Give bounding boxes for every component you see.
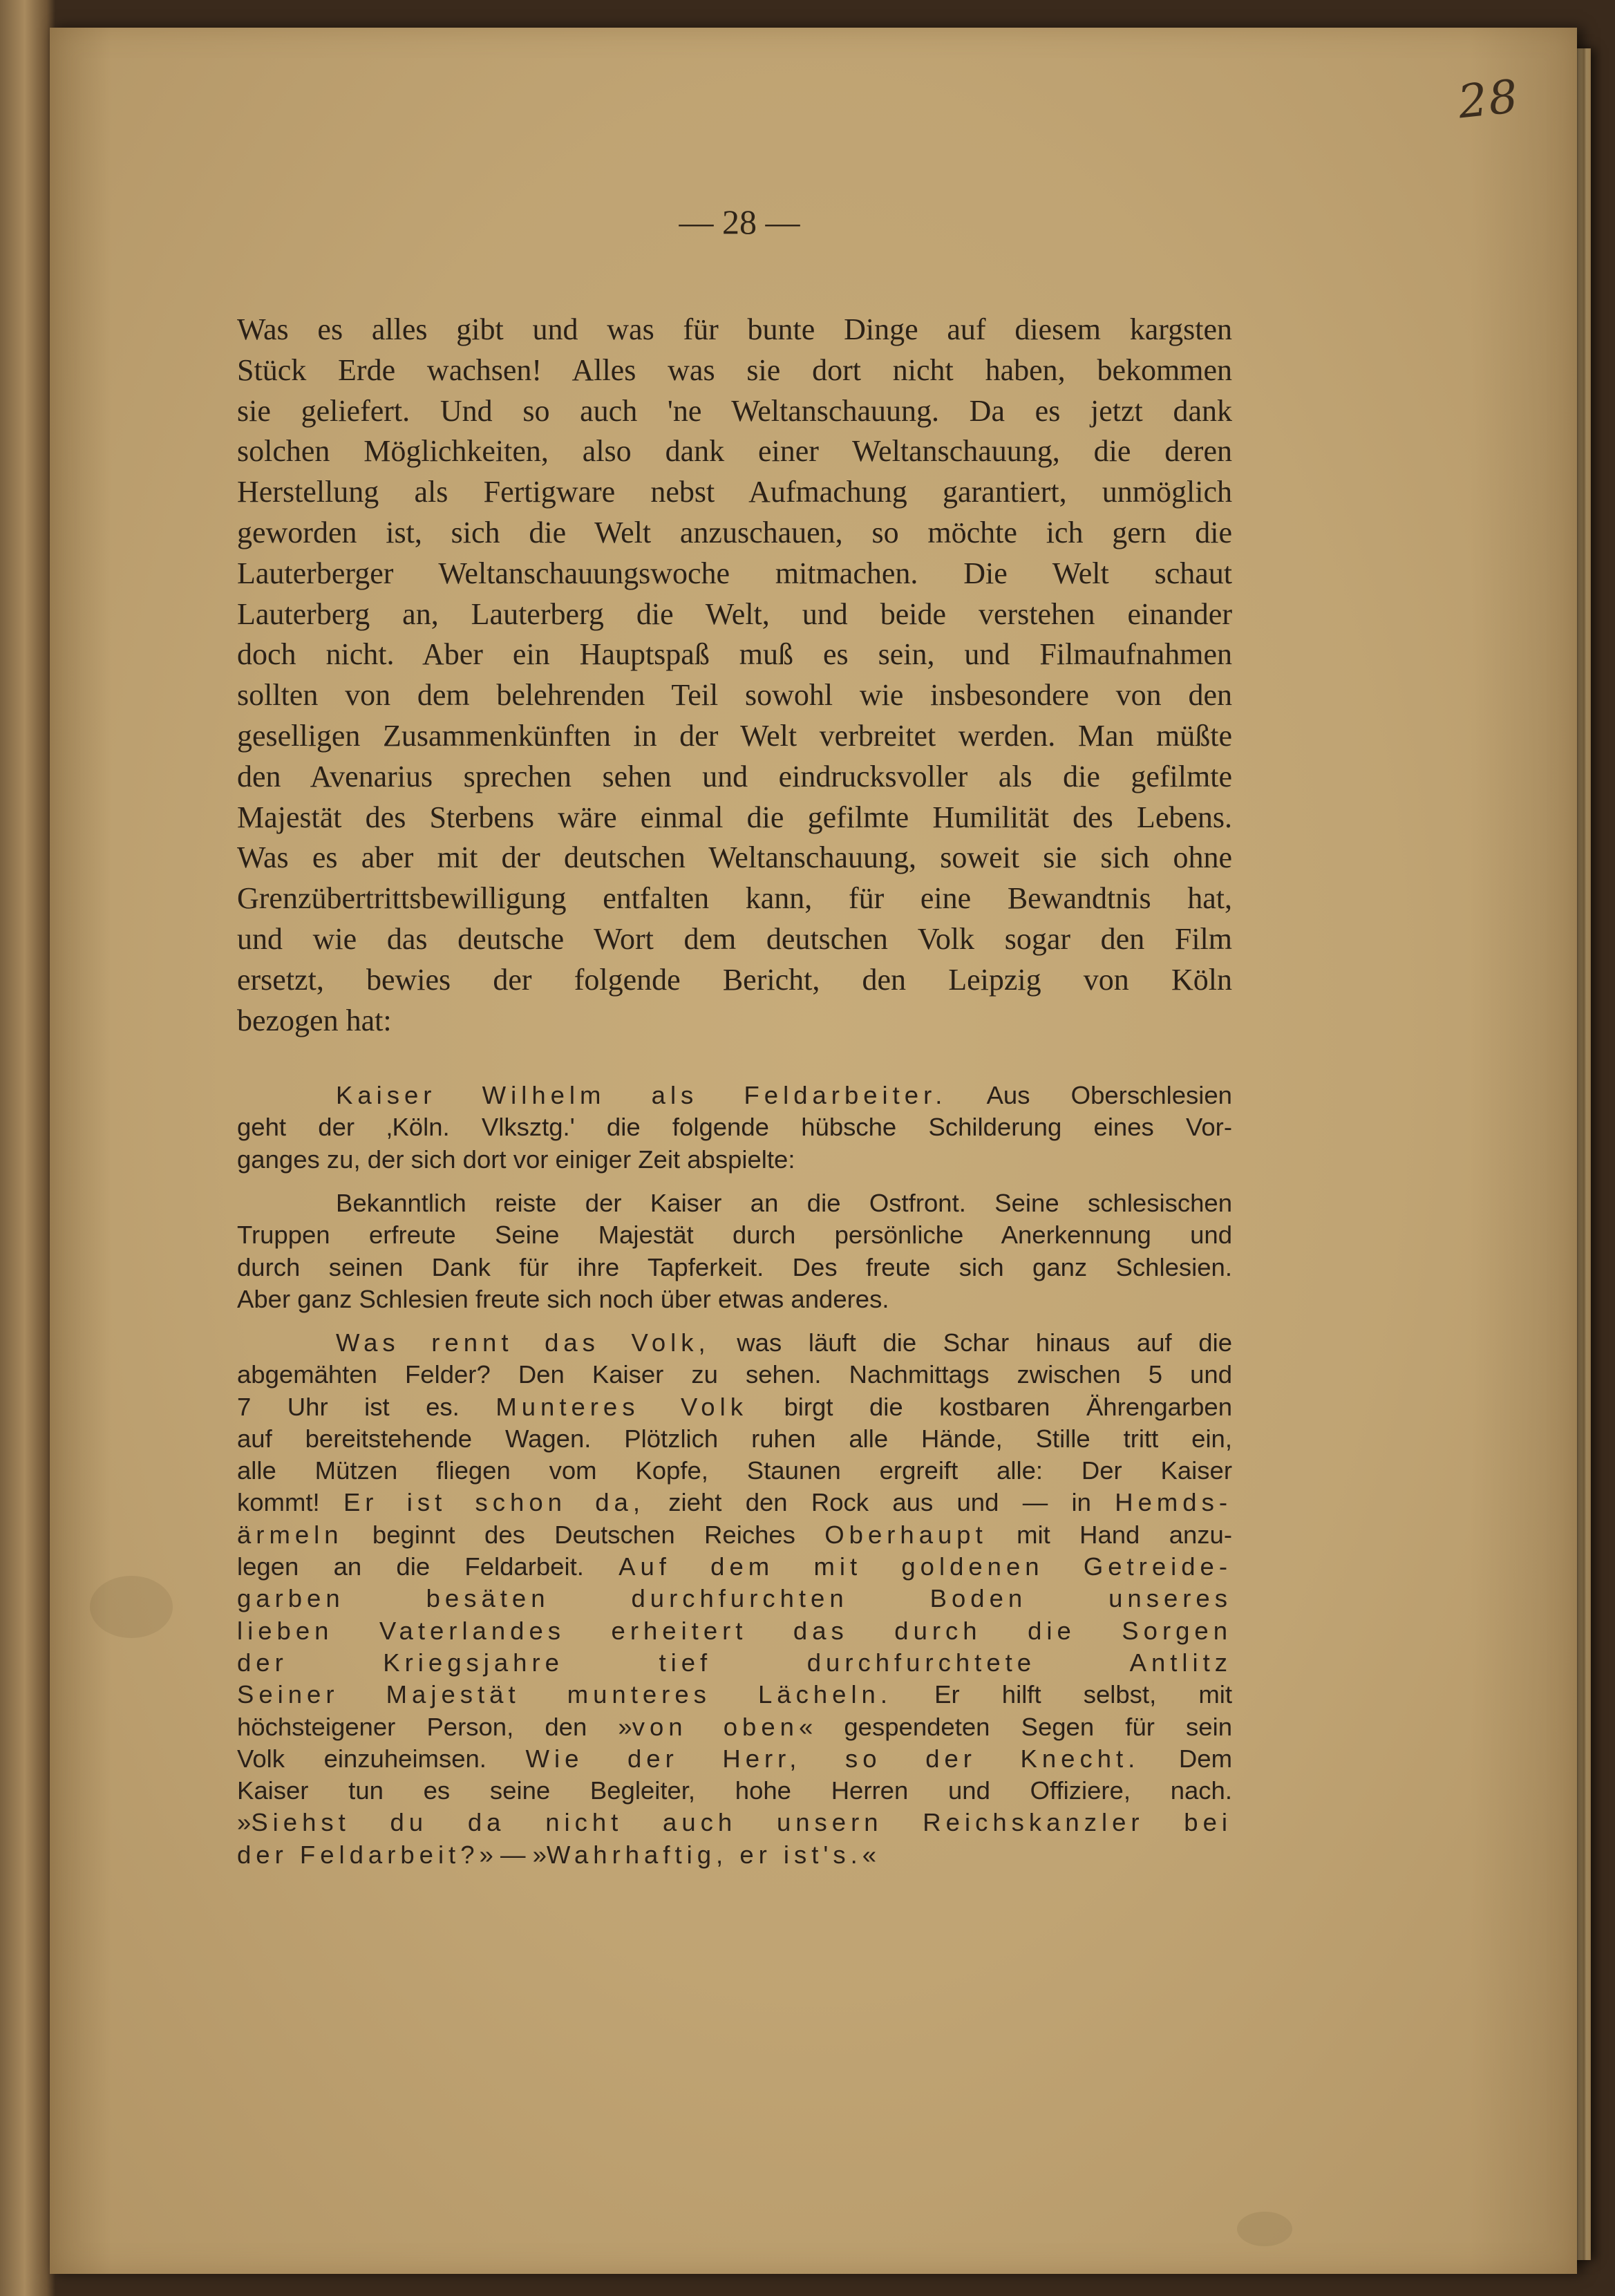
text-line: solchen Möglichkeiten, also dank einer Weltanschauung, die deren bbox=[237, 434, 1232, 469]
quote-line bbox=[237, 1743, 1232, 1775]
quote-line bbox=[237, 1487, 1232, 1518]
spaced-emphasis-text: Auf dem mit goldenen Getreide- bbox=[618, 1552, 1232, 1581]
quote-line bbox=[237, 1807, 1232, 1838]
spaced-emphasis-text: ärmeln bbox=[237, 1520, 343, 1549]
text-line: bezogen hat: bbox=[237, 1003, 392, 1037]
quote-line-text: zieht den Rock aus und — in bbox=[645, 1488, 1115, 1517]
quote-line bbox=[237, 1839, 1232, 1871]
quote-line bbox=[237, 1615, 1232, 1647]
quote-title: Kaiser Wilhelm als Feldarbeiter. bbox=[336, 1081, 947, 1109]
spaced-emphasis-text: Oberhaupt bbox=[824, 1520, 988, 1549]
quote-line-text: auf bereitstehende Wagen. Plötzlich ruhen alle Hände, Stille tritt ein, bbox=[237, 1424, 1232, 1453]
quote-line-text: kommt! bbox=[237, 1488, 343, 1517]
text-line: Was es alles gibt und was für bunte Dinge auf diesem kargsten bbox=[237, 312, 1232, 346]
quote-line-text: » — » bbox=[479, 1840, 547, 1869]
quote-line-text: alle Mützen fliegen vom Kopfe, Staunen ergreift alle: Der Kaiser bbox=[237, 1456, 1232, 1485]
quote-line-text: beginnt des Deutschen Reiches bbox=[343, 1520, 825, 1549]
spaced-emphasis-text: Hemds- bbox=[1115, 1488, 1232, 1517]
text-line: Lauterberg an, Lauterberg die Welt, und beide verstehen einander bbox=[237, 596, 1232, 631]
text-line: geworden ist, sich die Welt anzuschauen, so möchte ich gern die bbox=[237, 515, 1232, 549]
quote-line bbox=[237, 1647, 1232, 1679]
quote-line: Bekanntlich reiste der Kaiser an die Ostfront. Seine schlesischen bbox=[336, 1189, 1232, 1217]
quote-line: ganges zu, der sich dort vor einiger Zeit abspielte: bbox=[237, 1145, 795, 1174]
quote-paragraph-3 bbox=[237, 1327, 1232, 1871]
paper-stain bbox=[1237, 2212, 1292, 2246]
handwritten-folio-number: 28 bbox=[1455, 69, 1522, 129]
quote-line bbox=[237, 1455, 1232, 1487]
text-line: Lauterberger Weltanschauungswoche mitmachen. Die Welt schaut bbox=[237, 556, 1232, 590]
spaced-emphasis-text: lieben Vaterlandes erheitert das durch die Sorgen bbox=[237, 1616, 1232, 1645]
text-line: doch nicht. Aber ein Hauptspaß muß es sein, und Filmaufnahmen bbox=[237, 637, 1232, 672]
quote-intro-paragraph bbox=[237, 1080, 1232, 1176]
facing-page-edge bbox=[0, 0, 55, 2296]
quote-line-text: legen an die Feldarbeit. bbox=[237, 1552, 619, 1581]
quote-line: Aber ganz Schlesien freute sich noch über etwas anderes. bbox=[237, 1284, 889, 1313]
spaced-emphasis-text: der Kriegsjahre tief durchfurchtete Antlitz bbox=[237, 1648, 1232, 1677]
text-line: ersetzt, bewies der folgende Bericht, den Leipzig von Köln bbox=[237, 962, 1232, 997]
quote-line bbox=[237, 1423, 1232, 1455]
quote-line-text: höchsteigener Person, den » bbox=[237, 1712, 632, 1741]
quote-line bbox=[237, 1359, 1232, 1391]
quote-line-text: abgemähten Felder? Den Kaiser zu sehen. Nachmittags zwischen 5 und bbox=[237, 1360, 1232, 1389]
spaced-emphasis-text: Seiner Majestät munteres Lächeln. bbox=[237, 1680, 893, 1709]
quote-line-text: was läuft die Schar hinaus auf die bbox=[710, 1328, 1232, 1357]
quote-line: durch seinen Dank für ihre Tapferkeit. Des freute sich ganz Schlesien. bbox=[237, 1252, 1232, 1281]
spaced-emphasis-text: der Feldarbeit? bbox=[237, 1840, 480, 1869]
quote-line-text: Volk einzuheimsen. bbox=[237, 1744, 526, 1773]
quote-line bbox=[237, 1327, 1232, 1359]
text-line: den Avenarius sprechen sehen und eindrucksvoller als die gefilmte bbox=[237, 759, 1232, 793]
quote-line-text: Kaiser tun es seine Begleiter, hohe Herren und Offiziere, nach. bbox=[237, 1776, 1232, 1805]
quote-line-text: « gespendeten Segen für sein bbox=[798, 1712, 1232, 1741]
text-line: und wie das deutsche Wort dem deutschen Volk sogar den Film bbox=[237, 921, 1232, 956]
quote-line-text: Dem bbox=[1140, 1744, 1232, 1773]
text-line: sie geliefert. Und so auch 'ne Weltanschauung. Da es jetzt dank bbox=[237, 393, 1232, 428]
spaced-emphasis-text: Wahrhaftig, er ist's. bbox=[546, 1840, 862, 1869]
text-line: Stück Erde wachsen! Alles was sie dort nicht haben, bekommen bbox=[237, 352, 1232, 387]
spaced-emphasis-text: Siehst du da nicht auch unsern Reichskanzler bei bbox=[251, 1808, 1232, 1837]
quote-line bbox=[237, 1519, 1232, 1551]
text-line: sollten von dem belehrenden Teil sowohl wie insbesondere von den bbox=[237, 678, 1232, 713]
spaced-emphasis-text: Munteres Volk bbox=[495, 1392, 748, 1421]
quote-line bbox=[237, 1775, 1232, 1807]
spaced-emphasis-text: Wie der Herr, so der Knecht. bbox=[525, 1744, 1140, 1773]
quote-line-text: mit Hand anzu- bbox=[987, 1520, 1232, 1549]
quote-line: Truppen erfreute Seine Majestät durch persönliche Anerkennung und bbox=[237, 1221, 1232, 1250]
spaced-emphasis-text: von oben bbox=[632, 1712, 799, 1741]
quote-line bbox=[237, 1391, 1232, 1423]
quote-line: geht der ‚Köln. Vlksztg.' die folgende hübsche Schilderung eines Vor- bbox=[237, 1113, 1232, 1142]
text-line: Grenzübertrittsbewilligung entfalten kann, für eine Bewandtnis hat, bbox=[237, 881, 1232, 916]
spaced-emphasis-text: Was rennt das Volk, bbox=[336, 1328, 710, 1357]
quote-line-text: « bbox=[862, 1840, 877, 1869]
quote-line bbox=[237, 1080, 1232, 1111]
page-number: — 28 — bbox=[679, 203, 800, 241]
paper-stain bbox=[90, 1576, 173, 1638]
spaced-emphasis-text: garben besäten durchfurchten Boden unseres bbox=[237, 1584, 1232, 1613]
quote-line-text: » bbox=[237, 1808, 252, 1837]
text-line: geselligen Zusammenkünften in der Welt verbreitet werden. Man müßte bbox=[237, 718, 1232, 753]
text-line: Herstellung als Fertigware nebst Aufmachung garantiert, unmöglich bbox=[237, 475, 1232, 509]
quote-line bbox=[237, 1551, 1232, 1583]
quote-line-text: Aus Oberschlesien bbox=[947, 1081, 1232, 1109]
text-line: Was es aber mit der deutschen Weltanschauung, soweit sie sich ohne bbox=[237, 840, 1232, 875]
main-paragraph bbox=[237, 310, 1232, 1041]
quote-line-text: birgt die kostbaren Ährengarben bbox=[747, 1392, 1233, 1421]
text-line: Majestät des Sterbens wäre einmal die gefilmte Humilität des Lebens. bbox=[237, 800, 1232, 834]
quote-paragraph-2 bbox=[237, 1187, 1232, 1315]
quote-line bbox=[237, 1679, 1232, 1711]
quote-line-text: 7 Uhr ist es. bbox=[237, 1392, 496, 1421]
quote-line bbox=[237, 1711, 1232, 1743]
quote-line-text: Er hilft selbst, mit bbox=[892, 1680, 1232, 1709]
quote-line bbox=[237, 1583, 1232, 1615]
spaced-emphasis-text: Er ist schon da, bbox=[343, 1488, 645, 1517]
